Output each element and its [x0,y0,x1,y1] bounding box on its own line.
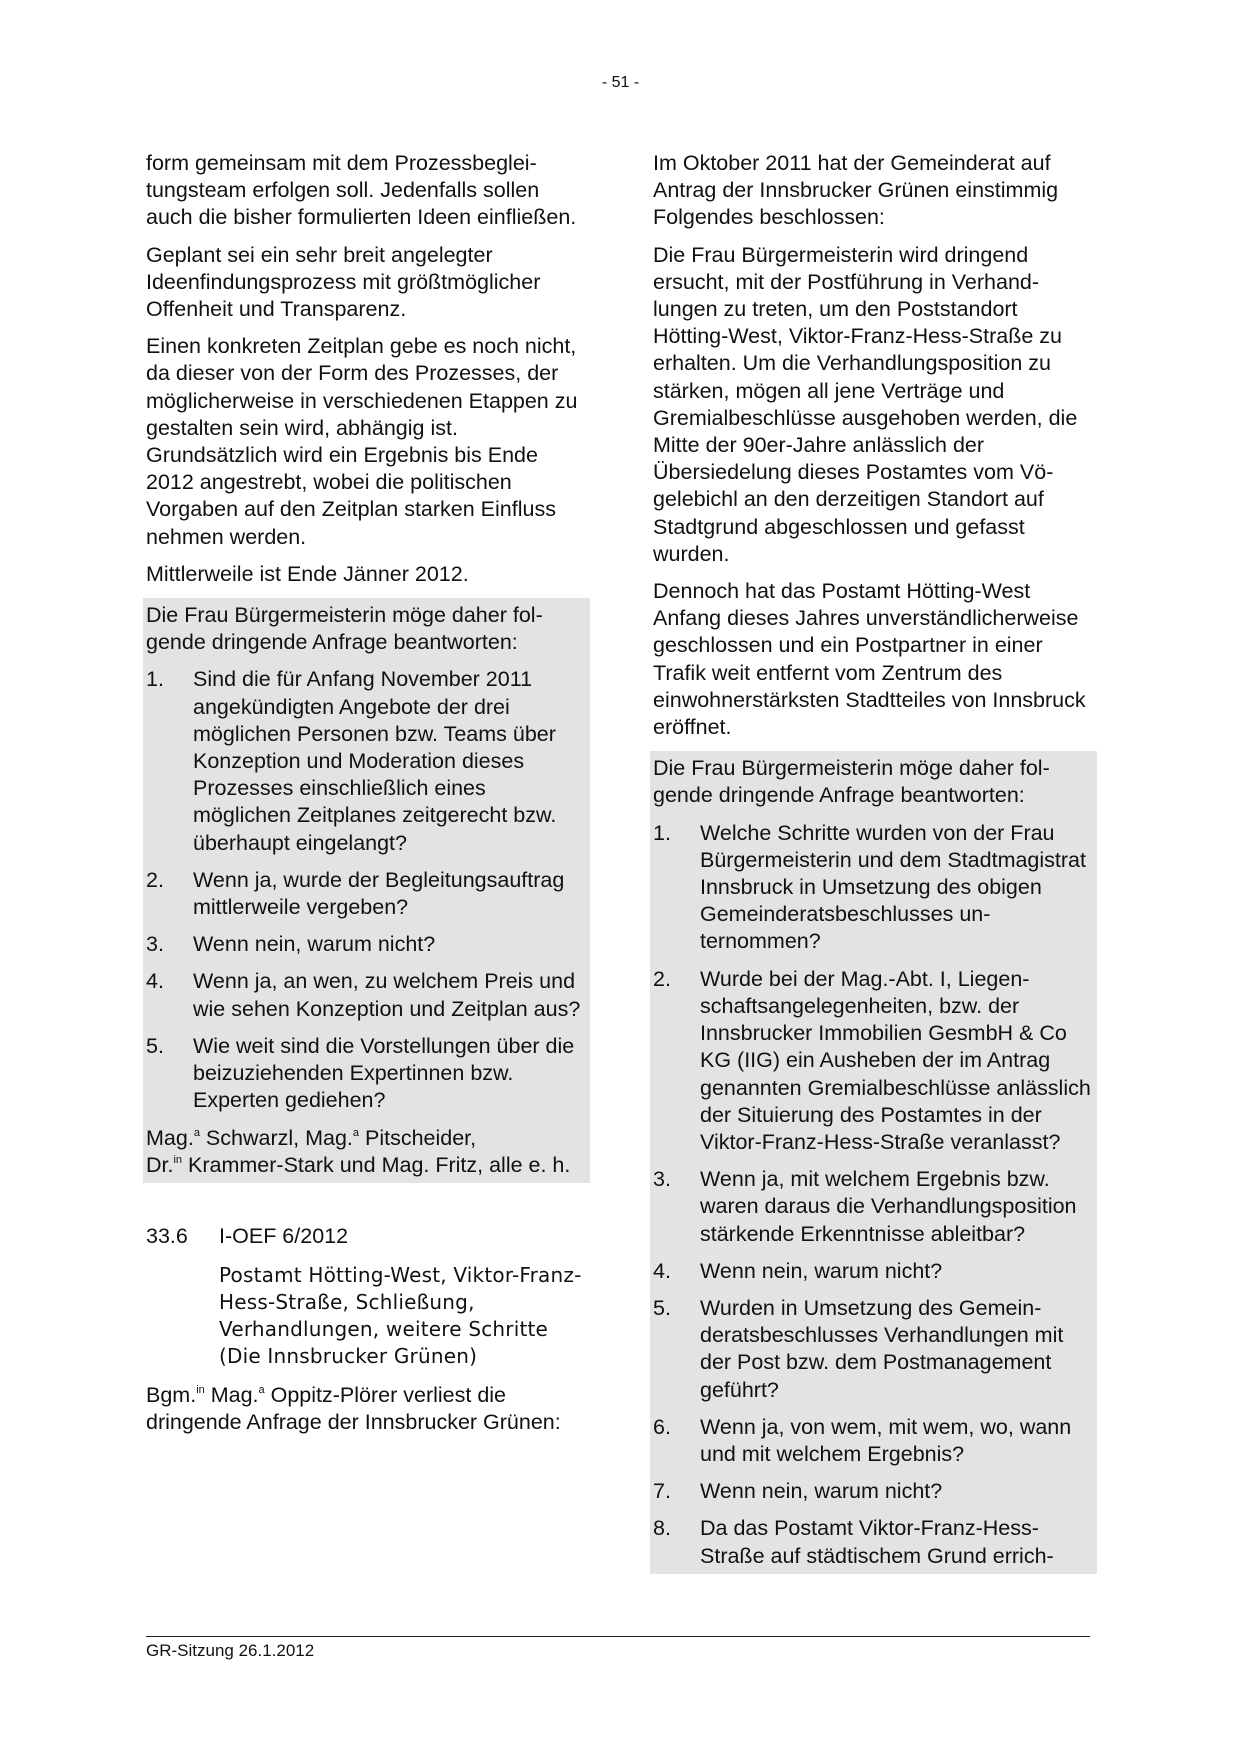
question-list [146,666,587,1114]
paragraph: Dennoch hat das Postamt Hötting-West Anfang dieses Jahres unverständlicherweise geschlossen und ein Postpartner in einer Trafik weit entfernt vom Zentrum des einwohnerstärksten Stadtteiles von Innsbruck eröffnet. [653,579,1086,740]
item-text: Wurden in Umsetzung des Gemeinderatsbeschlusses Verhandlungen mit der Post bzw. dem Postmanagement geführt? [700,1295,1064,1402]
list-item [653,966,1094,1156]
right-column [653,150,1094,1574]
item-text: Wenn nein, warum nicht? [193,932,436,957]
paragraph: Die Frau Bürgermeisterin wird dringend ersucht, mit der Postführung in Verhandlungen zu treten, um den Poststandort Hötting-West, Viktor-Franz-Hess-Straße zu erhalten. Um die Verhandlungsposition zu stärken, mögen all jene Verträge und Gremialbeschlüsse ausgehoben werden, die Mitte der 90er-Jahre anlässlich der Übersiedelung dieses Postamtes vom Vögelebichl an den derzeitigen Standort auf Stadtgrund abgeschlossen und gefasst wurden. [653,242,1078,566]
item-number: 7. [653,1479,671,1504]
list-item [146,968,587,1022]
item-number: 1. [146,667,164,692]
item-number: 3. [653,1167,671,1192]
page-number: - 51 - [601,74,640,91]
list-item [146,931,587,958]
list-item [653,1414,1094,1468]
question-list [653,820,1094,1570]
item-number: 1. [653,820,671,845]
item-text: Da das Postamt Viktor-Franz-Hess-Straße auf städtischem Grund errich- [700,1516,1054,1568]
request-intro: Die Frau Bürgermeisterin möge daher folgende dringende Anfrage beantworten: [146,603,543,655]
item-number: 2. [653,966,671,991]
agenda-item-title: Postamt Hötting-West, Viktor-Franz-Hess-Straße, Schließung, Verhandlungen, weitere Schritte (Die Innsbrucker Grünen) [219,1263,582,1369]
item-text: Wenn ja, wurde der Begleitungsauftrag mittlerweile vergeben? [193,867,565,920]
reader-paragraph: Bgm.$^{in}$ Mag.$^a$ Oppitz-Plörer verliest die dringende Anfrage der Innsbrucker Grünen: [146,1383,561,1435]
list-item [653,1515,1094,1569]
paragraph: Geplant sei ein sehr breit angelegter Ideenfindungsprozess mit größtmöglicher Offenheit und Transparenz. [146,242,541,322]
agenda-item-number: 33.6 [146,1223,188,1248]
item-text: Wenn nein, warum nicht? [700,1258,943,1283]
item-text: Wurde bei der Mag.-Abt. I, Liegenschaftsangelegenheiten, bzw. der Innsbrucker Immobilien GesmbH & Co KG (IIG) ein Ausheben der im Antrag genannten Gremialbeschlüsse anlässlich der Situierung des Postamtes in der Viktor-Franz-Hess-Straße veranlasst? [700,966,1091,1154]
item-number: 2. [146,867,164,892]
request-intro: Die Frau Bürgermeisterin möge daher folgende dringende Anfrage beantworten: [653,756,1050,808]
list-item [653,1295,1094,1404]
item-number: 8. [653,1516,671,1541]
item-number: 4. [146,969,164,994]
item-text: Wie weit sind die Vorstellungen über die beizuziehenden Expertinnen bzw. Experten gediehen? [193,1033,575,1113]
item-text: Wenn ja, an wen, zu welchem Preis und wie sehen Konzeption und Zeitplan aus? [193,969,581,1021]
footer-divider [146,1636,1090,1637]
footer-text: GR-Sitzung 26.1.2012 [146,1641,315,1660]
item-number: 3. [146,932,164,957]
list-item [653,1166,1094,1248]
item-number: 6. [653,1414,671,1439]
list-item [653,820,1094,956]
list-item [653,1258,1094,1285]
agenda-item-code: I-OEF 6/2012 [219,1223,349,1248]
list-item [146,867,587,921]
item-text: Wenn nein, warum nicht? [700,1479,943,1504]
paragraph: Im Oktober 2011 hat der Gemeinderat auf Antrag der Innsbrucker Grünen einstimmig Folgendes beschlossen: [653,151,1059,230]
signature: Mag.$^a$ Schwarzl, Mag.$^a$ Pitscheider, Dr.$^{in}$ Krammer-Stark und Mag. Fritz, alle e. h. [146,1125,571,1177]
item-number: 4. [653,1258,671,1283]
item-number: 5. [146,1033,164,1058]
item-number: 5. [653,1295,671,1320]
paragraph: Mittlerweile ist Ende Jänner 2012. [146,561,469,586]
list-item [146,666,587,856]
item-text: Wenn ja, mit welchem Ergebnis bzw. waren daraus die Verhandlungsposition stärkende Erkenntnisse ableitbar? [700,1167,1077,1246]
request-box [650,751,1097,1573]
list-item [653,1478,1094,1505]
paragraph: form gemeinsam mit dem Prozessbegleitungsteam erfolgen soll. Jedenfalls sollen auch die bisher formulierten Ideen einfließen. [146,151,577,230]
item-text: Sind die für Anfang November 2011 angekündigten Angebote der drei möglichen Personen bzw. Teams über Konzeption und Moderation dieses Prozesses einschließlich eines möglichen Zeitplanes zeitgerecht bzw. überhaupt eingelangt? [193,667,557,855]
paragraph: Einen konkreten Zeitplan gebe es noch nicht, da dieser von der Form des Prozesses, der möglicherweise in verschiedenen Etappen zu gestalten sein wird, abhängig ist. Grundsätzlich wird ein Ergebnis bis Ende 2012 angestrebt, wobei die politischen Vorgaben auf den Zeitplan starken Einfluss nehmen werden. [146,334,578,549]
item-text: Welche Schritte wurden von der Frau Bürgermeisterin und dem Stadtmagistrat Innsbruck in Umsetzung des obigen Gemeinderatsbeschlusses unternommen? [700,820,1086,954]
request-box [143,598,590,1183]
item-text: Wenn ja, von wem, mit wem, wo, wann und mit welchem Ergebnis? [700,1414,1072,1466]
list-item [146,1033,587,1115]
agenda-item-heading [146,1223,587,1250]
left-column [146,150,587,1447]
